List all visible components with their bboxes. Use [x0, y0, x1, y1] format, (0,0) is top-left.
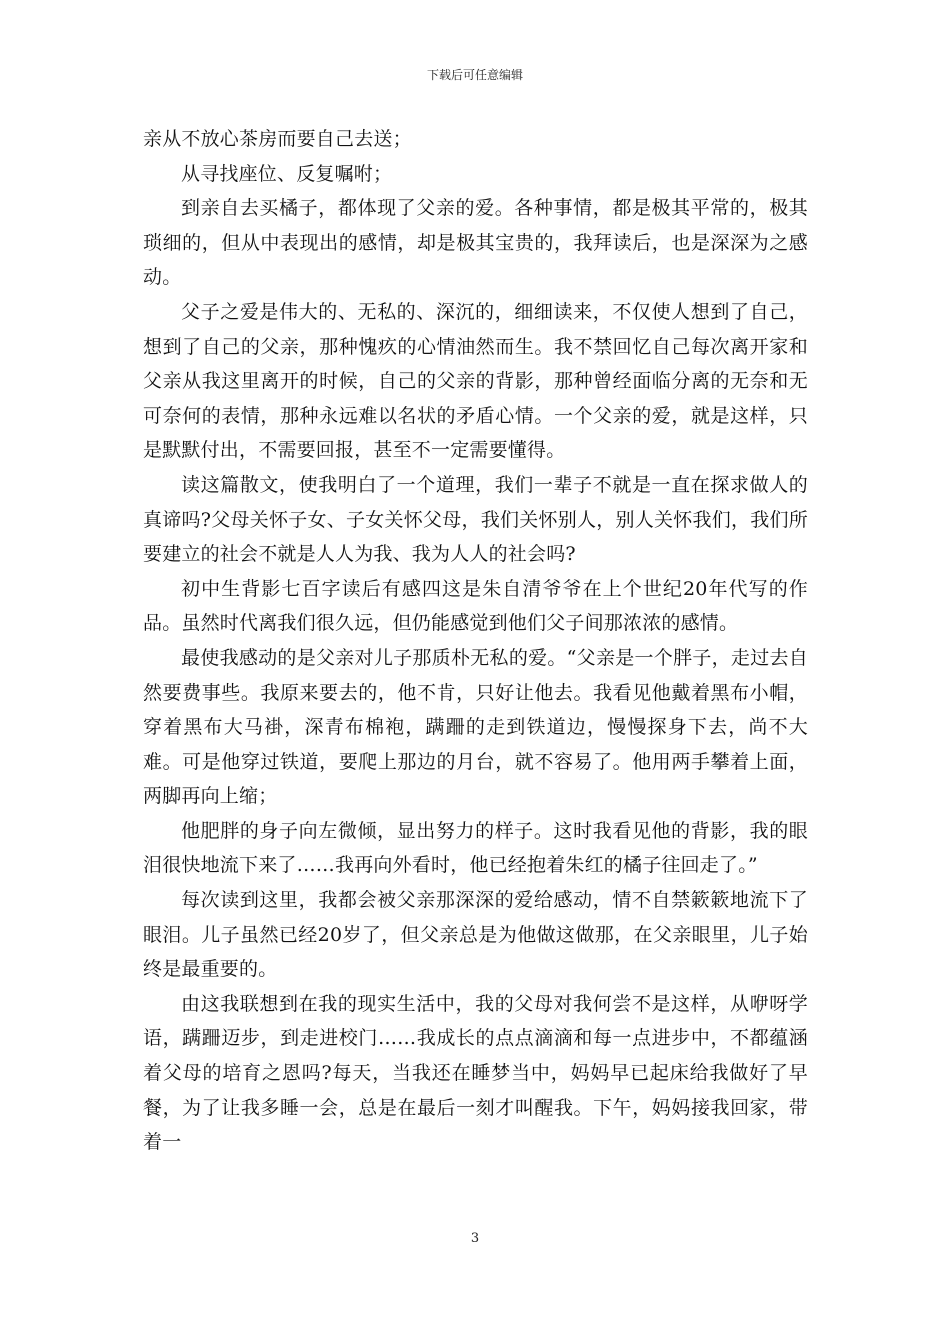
page-number: 3 [470, 1231, 480, 1246]
paragraph: 读这篇散文，使我明白了一个道理，我们一辈子不就是一直在探求做人的真谛吗?父母关怀子女、子女关怀父母，我们关怀别人，别人关怀我们，我们所要建立的社会不就是人人为我、我为人人的社会吗? [143, 473, 808, 566]
paragraph: 最使我感动的是父亲对儿子那质朴无私的爱。“父亲是一个胖子，走过去自然要费事些。我原来要去的，他不肯，只好让他去。我看见他戴着黑布小帽，穿着黑布大马褂，深青布棉袍，蹒跚的走到铁道边，慢慢探身下去，尚不大难。可是他穿过铁道，要爬上那边的月台，就不容易了。他用两手攀着上面，两脚再向上缩； [143, 646, 808, 808]
paragraph: 初中生背影七百字读后有感四这是朱自清爷爷在上个世纪20年代写的作品。虽然时代离我们很久远，但仍能感觉到他们父子间那浓浓的感情。 [143, 577, 808, 635]
page-header: 下载后可任意编辑 [426, 68, 523, 82]
paragraph: 到亲自去买橘子，都体现了父亲的爱。各种事情，都是极其平常的，极其琐细的，但从中表现出的感情，却是极其宝贵的，我拜读后，也是深深为之感动。 [143, 197, 808, 289]
paragraph: 他肥胖的身子向左微倾，显出努力的样子。这时我看见他的背影，我的眼泪很快地流下来了……我再向外看时，他已经抱着朱红的橘子往回走了。” [143, 819, 808, 877]
paragraph: 每次读到这里，我都会被父亲那深深的爱给感动，情不自禁簌簌地流下了眼泪。儿子虽然已经20岁了，但父亲总是为他做这做那，在父亲眼里，儿子始终是最重要的。 [143, 889, 808, 981]
paragraph: 父子之爱是伟大的、无私的、深沉的，细细读来，不仅使人想到了自己，想到了自己的父亲，那种愧疚的心情油然而生。我不禁回忆自己每次离开家和父亲从我这里离开的时候，自己的父亲的背影，那种曾经面临分离的无奈和无可奈何的表情，那种永远难以名状的矛盾心情。一个父亲的爱，就是这样，只是默默付出，不需要回报，甚至不一定需要懂得。 [143, 300, 808, 462]
paragraph: 亲从不放心茶房而要自己去送； [143, 128, 412, 150]
paragraph: 由这我联想到在我的现实生活中，我的父母对我何尝不是这样，从咿呀学语，蹒跚迈步，到走进校门……我成长的点点滴滴和每一点进步中，不都蕴涵着父母的培育之恩吗?每天，当我还在睡梦当中，妈妈早已起床给我做好了早餐，为了让我多睡一会，总是在最后一刻才叫醒我。下午，妈妈接我回家，带着一 [143, 992, 808, 1154]
body-text [143, 122, 808, 1160]
paragraph: 从寻找座位、反复嘱咐； [181, 162, 393, 185]
